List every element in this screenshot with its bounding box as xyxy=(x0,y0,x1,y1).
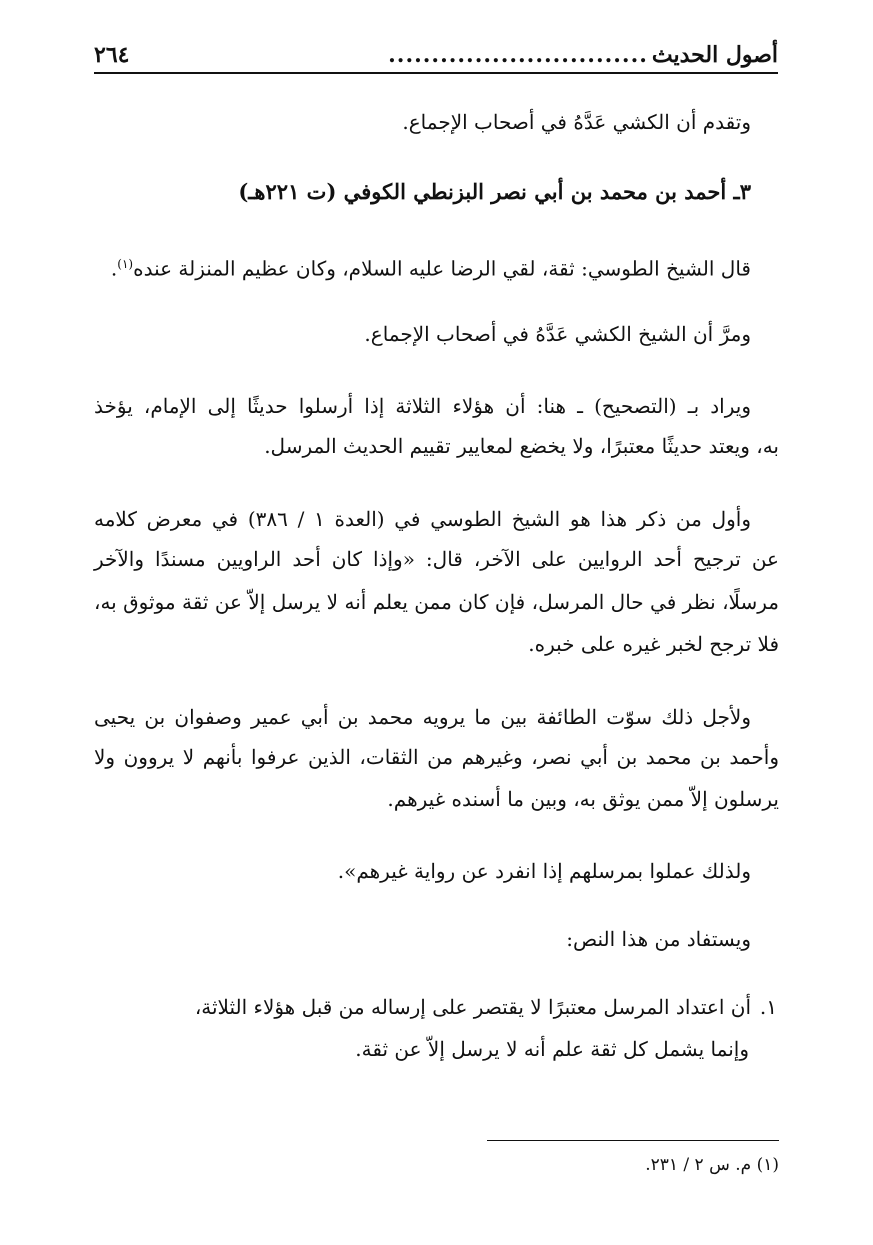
text-line xyxy=(111,250,751,283)
text-line: ويراد بـ (التصحيح) ـ هنا: أن هؤلاء الثلاثة إذا أرسلوا حديثًا إلى الإمام، يؤخذ xyxy=(94,394,751,418)
text-line: يرسلون إلاّ ممن يوثق به، وبين ما أسنده غيرهم. xyxy=(387,787,779,811)
footnote-ref: (١) xyxy=(117,257,134,271)
running-title-text: أصول الحديث xyxy=(651,42,778,68)
text-segment: قال الشيخ الطوسي: ثقة، لقي الرضا عليه السلام، وكان عظيم المنزلة عنده xyxy=(133,256,751,281)
running-title xyxy=(388,42,778,68)
text-line: فلا ترجح لخبر غيره على خبره. xyxy=(528,632,779,656)
text-line: ويستفاد من هذا النص: xyxy=(566,927,751,951)
footnote: (١) م. س ٢ / ٢٣١. xyxy=(645,1155,779,1175)
list-item-text: وإنما يشمل كل ثقة علم أنه لا يرسل إلاّ عن ثقة. xyxy=(355,1037,749,1061)
text-line: وأول من ذكر هذا هو الشيخ الطوسي في (العدة ١ / ٣٨٦) في معرض كلامه xyxy=(94,507,751,531)
text-line: وتقدم أن الكشي عَدَّهُ في أصحاب الإجماع. xyxy=(402,110,751,134)
list-item-text: أن اعتداد المرسل معتبرًا لا يقتصر على إرساله من قبل هؤلاء الثلاثة، xyxy=(194,995,751,1019)
text-line: وأحمد بن محمد بن أبي نصر، وغيرهم من الثقات، الذين عرفوا بأنهم لا يروون ولا xyxy=(94,745,779,769)
leader-dots: .............................. xyxy=(388,42,648,68)
page-header xyxy=(94,38,778,74)
text-line: به، ويعتد حديثًا معتبرًا، ولا يخضع لمعايير تقييم الحديث المرسل. xyxy=(264,434,779,458)
text-line: مرسلًا، نظر في حال المرسل، فإن كان ممن يعلم أنه لا يرسل إلاّ عن ثقة موثوق به، xyxy=(94,590,779,614)
text-segment: . xyxy=(110,256,118,281)
text-line: عن ترجيح أحد الروايين على الآخر، قال: «وإذا كان أحد الراويين مسندًا والآخر xyxy=(94,547,779,571)
footnote-divider xyxy=(487,1140,779,1141)
text-line: ولأجل ذلك سوّت الطائفة بين ما يرويه محمد بن أبي عمير وصفوان بن يحيى xyxy=(94,705,751,729)
text-line: ولذلك عملوا بمرسلهم إذا انفرد عن رواية غيرهم». xyxy=(337,859,751,883)
list-number: ١. xyxy=(759,995,777,1019)
page-number: ٢٦٤ xyxy=(94,42,130,68)
text-line: ومرَّ أن الشيخ الكشي عَدَّهُ في أصحاب الإجماع. xyxy=(364,322,751,346)
section-heading: ٣ـ أحمد بن محمد بن أبي نصر البزنطي الكوفي (ت ٢٢١هـ) xyxy=(238,179,751,204)
